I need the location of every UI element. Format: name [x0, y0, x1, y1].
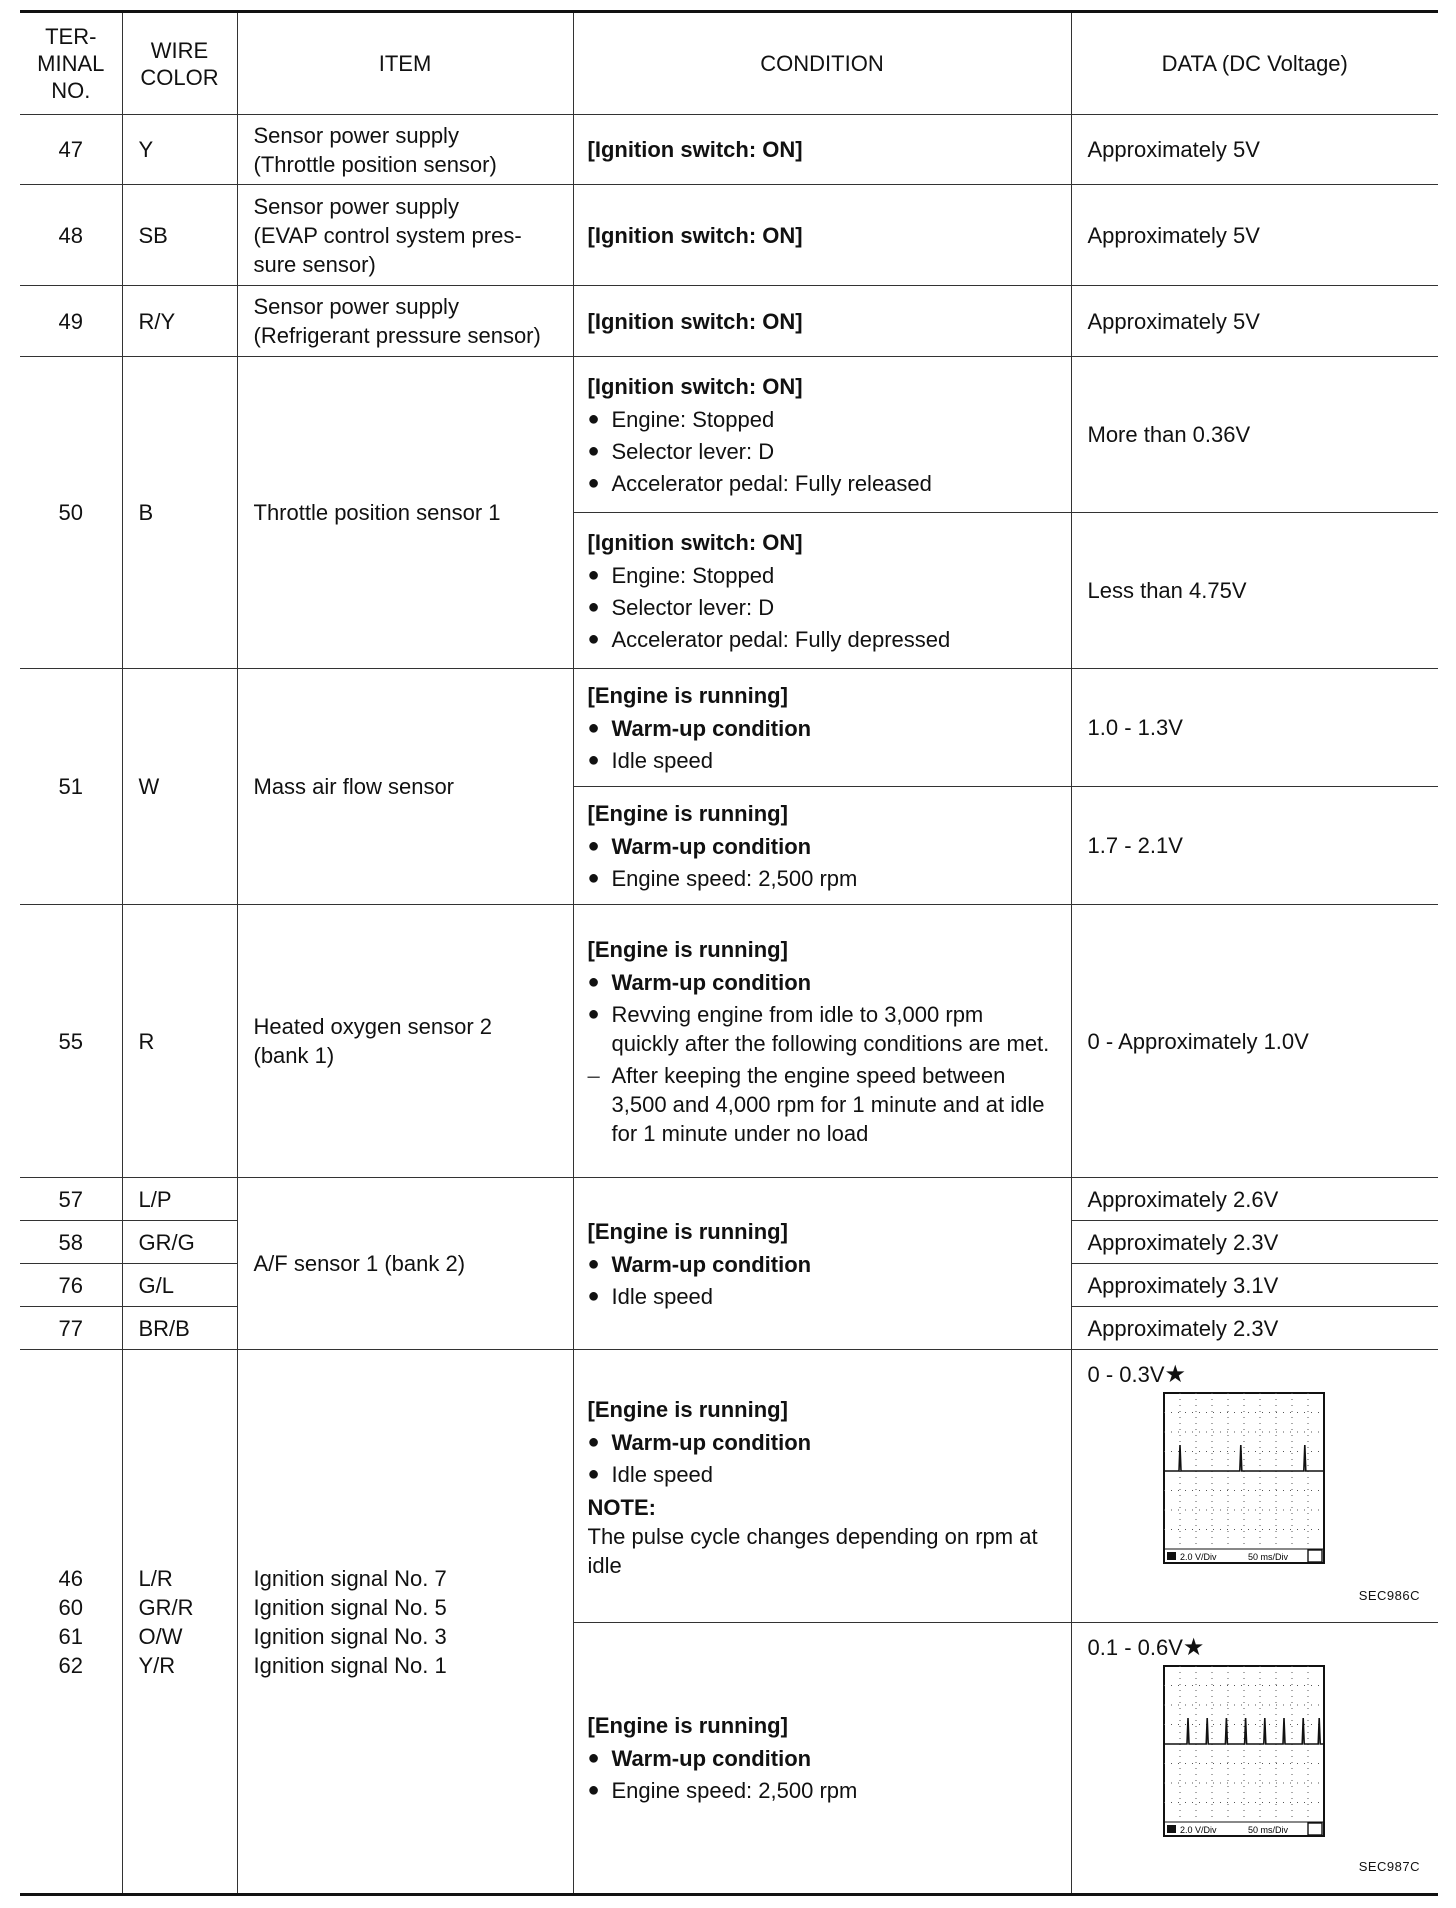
table-row: [20, 905, 1438, 1178]
condition-heading: [Ignition switch: ON]: [587, 373, 803, 399]
wire-color: W: [122, 669, 237, 905]
bullet-text: Warm-up condition: [611, 1746, 812, 1771]
data-value: Approximately 2.3V: [1071, 1307, 1438, 1350]
svg-text:2.0 V/Div: 2.0 V/Div: [1179, 1552, 1217, 1562]
condition: [Ignition switch: ON]: [573, 185, 1071, 286]
terminal-no: 55: [20, 905, 122, 1178]
condition: [573, 669, 1071, 787]
terminal-no: 57: [20, 1178, 122, 1221]
table-row: [20, 357, 1438, 513]
bullet-text: Selector lever: D: [611, 594, 775, 620]
condition: [573, 1623, 1071, 1895]
item: Heated oxygen sensor 2 (bank 1): [237, 905, 573, 1178]
note-text: The pulse cycle changes depending on rpm at idle: [587, 1524, 1038, 1578]
dash-text: After keeping the engine speed between 3,500 and 4,000 rpm for 1 minute and at idle for 1 minute under no load: [611, 1062, 1045, 1146]
bullet-icon: ●: [587, 970, 600, 993]
note-label: NOTE:: [587, 1495, 656, 1520]
table-row: [20, 1178, 1438, 1221]
data-value: [1071, 1350, 1438, 1623]
header-row: [20, 12, 1438, 115]
bullet-text: Engine: Stopped: [611, 406, 775, 432]
data-value: More than 0.36V: [1071, 357, 1438, 513]
condition-heading: [Engine is running]: [587, 936, 788, 962]
bullet-icon: ●: [587, 1779, 600, 1801]
table-row: [20, 185, 1438, 286]
bullet-icon: ●: [587, 407, 600, 430]
bullet-text: Revving engine from idle to 3,000 rpm quickly after the following conditions are met.: [611, 1001, 1050, 1056]
bullet-icon: ●: [587, 834, 600, 857]
bullet-item: [588, 1776, 1057, 1805]
bullet-text: Engine: Stopped: [611, 562, 775, 588]
bullet-text: Engine speed: 2,500 rpm: [611, 865, 858, 891]
terminal-no: 77: [20, 1307, 122, 1350]
wire-color: BR/B: [122, 1307, 237, 1350]
bullet-item: [588, 437, 1057, 466]
header-terminal-no: TER- MINAL NO.: [20, 12, 122, 115]
star-icon: ★: [1182, 1634, 1205, 1661]
item: Ignition signal No. 7 Ignition signal No. 5 Ignition signal No. 3 Ignition signal No. 1: [237, 1350, 573, 1895]
data-value: [1071, 1623, 1438, 1895]
terminal-table-wrapper: [20, 10, 1438, 1896]
bullet-item: [588, 832, 1057, 861]
bullet-icon: ●: [587, 1002, 600, 1025]
bullet-icon: ●: [587, 471, 600, 494]
dash-item: [588, 1061, 1057, 1148]
svg-text:2.0 V/Div: 2.0 V/Div: [1179, 1825, 1217, 1835]
data-value: Approximately 2.3V: [1071, 1221, 1438, 1264]
bullet-icon: ●: [587, 1463, 600, 1485]
bullet-item: [588, 746, 1057, 775]
bullet-item: [588, 593, 1057, 622]
bullet-icon: ●: [587, 866, 600, 889]
bullet-text: Selector lever: D: [611, 438, 775, 464]
bullet-item: [588, 714, 1057, 743]
item: Sensor power supply (Throttle position sensor): [237, 115, 573, 185]
wire-color: G/L: [122, 1264, 237, 1307]
terminal-no: 49: [20, 286, 122, 357]
wire-color: L/R GR/R O/W Y/R: [122, 1350, 237, 1895]
terminal-no: 58: [20, 1221, 122, 1264]
bullet-icon: ●: [587, 1284, 600, 1307]
header-wire-color: WIRE COLOR: [122, 12, 237, 115]
header-condition: CONDITION: [573, 12, 1071, 115]
data-value: 1.7 - 2.1V: [1071, 787, 1438, 905]
table-row: [20, 286, 1438, 357]
bullet-text: Idle speed: [611, 747, 714, 773]
header-data: DATA (DC Voltage): [1071, 12, 1438, 115]
bullet-text: Accelerator pedal: Fully depressed: [611, 626, 951, 652]
bullet-text: Warm-up condition: [611, 715, 812, 741]
terminal-no: 76: [20, 1264, 122, 1307]
terminal-no: 48: [20, 185, 122, 286]
bullet-icon: ●: [587, 1252, 600, 1275]
bullet-text: Warm-up condition: [611, 1430, 812, 1455]
terminal-no: 46 60 61 62: [20, 1350, 122, 1895]
condition-heading: [Engine is running]: [587, 682, 788, 708]
condition: [573, 787, 1071, 905]
bullet-item: [588, 1428, 1057, 1457]
bullet-icon: ●: [587, 1431, 600, 1453]
bullet-text: Warm-up condition: [611, 969, 812, 995]
wire-color: L/P: [122, 1178, 237, 1221]
header-item: ITEM: [237, 12, 573, 115]
data-value: Approximately 5V: [1071, 115, 1438, 185]
bullet-text: Engine speed: 2,500 rpm: [611, 1778, 858, 1803]
bullet-item: [588, 1460, 1057, 1489]
terminal-no: 47: [20, 115, 122, 185]
wire-color: R/Y: [122, 286, 237, 357]
bullet-item: [588, 1282, 1057, 1311]
ecm-terminal-table: [20, 10, 1438, 1896]
table-row: [20, 669, 1438, 787]
condition-heading: [Engine is running]: [587, 800, 788, 826]
data-value: Approximately 3.1V: [1071, 1264, 1438, 1307]
bullet-item: [588, 1000, 1057, 1058]
dash-icon: –: [587, 1062, 600, 1088]
bullet-icon: ●: [587, 439, 600, 462]
condition: [573, 357, 1071, 513]
bullet-item: [588, 469, 1057, 498]
figure-reference: SEC987C: [1358, 1859, 1420, 1874]
data-value: 0 - Approximately 1.0V: [1071, 905, 1438, 1178]
table-row: [20, 1350, 1438, 1623]
item: Throttle position sensor 1: [237, 357, 573, 669]
condition-heading: [Engine is running]: [587, 1713, 788, 1738]
svg-text:50 ms/Div: 50 ms/Div: [1247, 1825, 1288, 1835]
condition: [573, 1350, 1071, 1623]
star-icon: ★: [1164, 1361, 1187, 1388]
condition: [573, 1178, 1071, 1350]
condition: [573, 513, 1071, 669]
data-value: Approximately 2.6V: [1071, 1178, 1438, 1221]
waveform-graphic: [1162, 1391, 1328, 1571]
data-value: Less than 4.75V: [1071, 513, 1438, 669]
condition-heading: [Ignition switch: ON]: [587, 529, 803, 555]
data-value: Approximately 5V: [1071, 185, 1438, 286]
data-value: 1.0 - 1.3V: [1071, 669, 1438, 787]
wire-color: R: [122, 905, 237, 1178]
condition-heading: [Engine is running]: [587, 1397, 788, 1422]
bullet-item: [588, 625, 1057, 654]
bullet-text: Warm-up condition: [611, 1251, 812, 1277]
bullet-icon: ●: [587, 716, 600, 739]
waveform-graphic: [1162, 1664, 1328, 1844]
bullet-icon: ●: [587, 748, 600, 771]
condition-heading: [Engine is running]: [587, 1218, 788, 1244]
bullet-text: Idle speed: [611, 1283, 714, 1309]
voltage-range: 0.1 - 0.6V: [1087, 1635, 1183, 1660]
wire-color: SB: [122, 185, 237, 286]
voltage-range: 0 - 0.3V: [1087, 1362, 1165, 1387]
item: A/F sensor 1 (bank 2): [237, 1178, 573, 1350]
wire-color: Y: [122, 115, 237, 185]
bullet-item: [588, 1250, 1057, 1279]
item: Sensor power supply (EVAP control system pres- sure sensor): [237, 185, 573, 286]
table-row: [20, 115, 1438, 185]
bullet-text: Accelerator pedal: Fully released: [611, 470, 932, 496]
bullet-item: [588, 561, 1057, 590]
bullet-text: Warm-up condition: [611, 833, 812, 859]
wire-color: B: [122, 357, 237, 669]
item: Mass air flow sensor: [237, 669, 573, 905]
bullet-icon: ●: [587, 595, 600, 618]
terminal-no: 50: [20, 357, 122, 669]
bullet-icon: ●: [587, 563, 600, 586]
figure-reference: SEC986C: [1358, 1588, 1420, 1603]
oscilloscope-waveform: [1162, 1664, 1328, 1844]
bullet-text: Idle speed: [611, 1462, 714, 1487]
condition: [Ignition switch: ON]: [573, 286, 1071, 357]
oscilloscope-waveform: [1162, 1391, 1328, 1571]
bullet-item: [588, 405, 1057, 434]
bullet-item: [588, 968, 1057, 997]
svg-text:50 ms/Div: 50 ms/Div: [1247, 1552, 1288, 1562]
bullet-icon: ●: [587, 627, 600, 650]
bullet-icon: ●: [587, 1747, 600, 1769]
bullet-item: [588, 864, 1057, 893]
item: Sensor power supply (Refrigerant pressure sensor): [237, 286, 573, 357]
terminal-no: 51: [20, 669, 122, 905]
condition: [Ignition switch: ON]: [573, 115, 1071, 185]
wire-color: GR/G: [122, 1221, 237, 1264]
bullet-item: [588, 1744, 1057, 1773]
condition: [573, 905, 1071, 1178]
data-value: Approximately 5V: [1071, 286, 1438, 357]
